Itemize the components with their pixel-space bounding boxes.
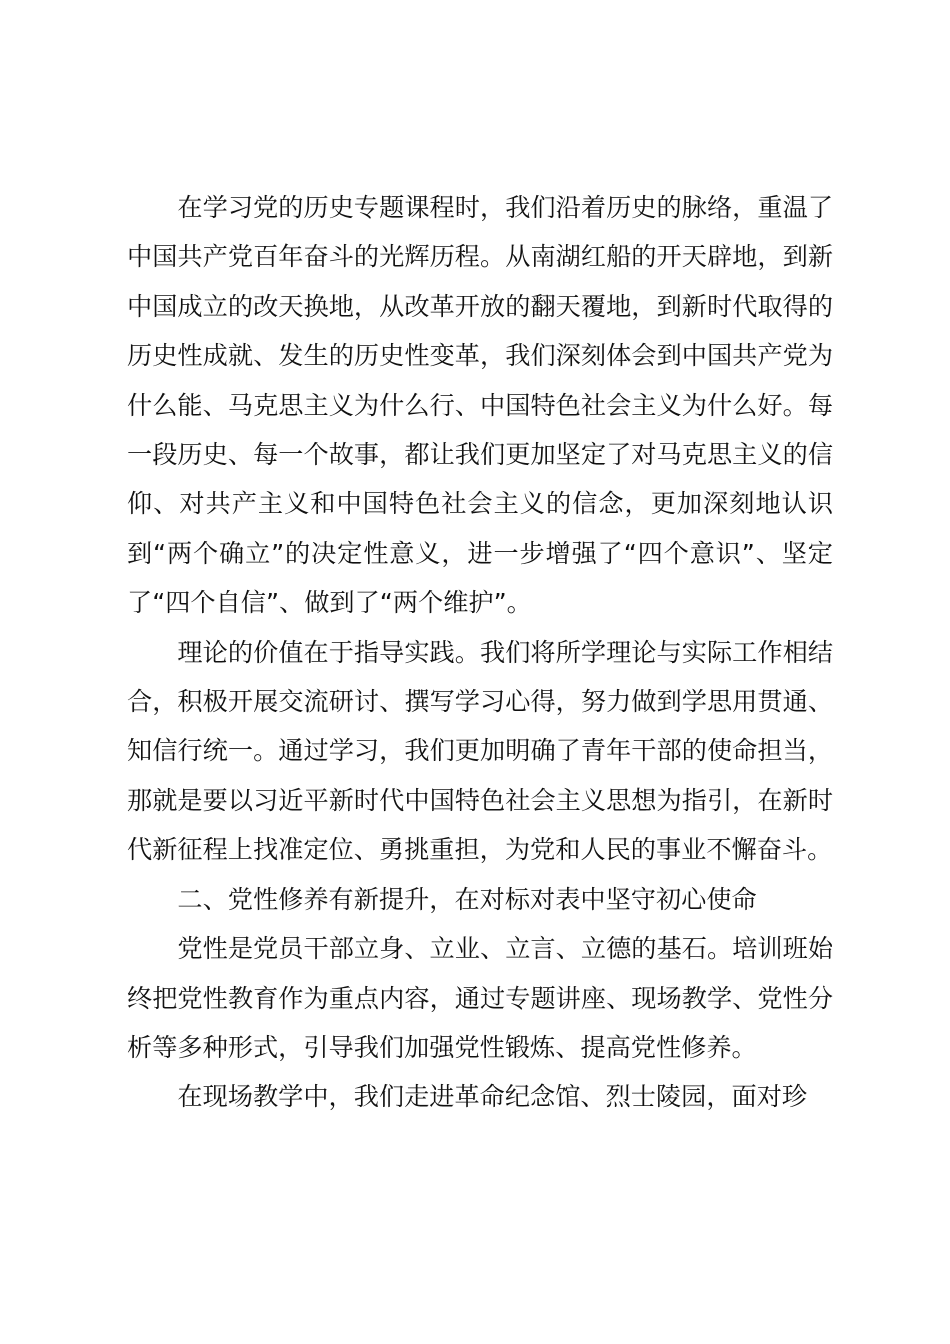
- document-body: [127, 183, 833, 1122]
- section-heading: 二、党性修养有新提升，在对标对表中坚守初心使命: [177, 884, 757, 914]
- paragraph-party-spirit: 党性是党员干部立身、立业、立言、立德的基石。培训班始终把党性教育作为重点内容，通过专题讲座、现场教学、党性分析等多种形式，引导我们加强党性锻炼、提高党性修养。: [127, 934, 833, 1062]
- paragraph-field-teaching: 在现场教学中，我们走进革命纪念馆、烈士陵园，面对珍: [177, 1082, 808, 1112]
- paragraph-theory-practice: 理论的价值在于指导实践。我们将所学理论与实际工作相结合，积极开展交流研讨、撰写学习心得，努力做到学思用贯通、知信行统一。通过学习，我们更加明确了青年干部的使命担当，那就是要以习近平新时代中国特色社会主义思想为指引，在新时代新征程上找准定位、勇挑重担，为党和人民的事业不懈奋斗。: [127, 637, 833, 865]
- paragraph-party-history: 在学习党的历史专题课程时，我们沿着历史的脉络，重温了中国共产党百年奋斗的光辉历程。从南湖红船的开天辟地，到新中国成立的改天换地，从改革开放的翻天覆地，到新时代取得的历史性成就、发生的历史性变革，我们深刻体会到中国共产党为什么能、马克思主义为什么行、中国特色社会主义为什么好。每一段历史、每一个故事，都让我们更加坚定了对马克思主义的信仰、对共产主义和中国特色社会主义的信念，更加深刻地认识到“两个确立”的决定性意义，进一步增强了“四个意识”、坚定了“四个自信”、做到了“两个维护”。: [127, 193, 833, 618]
